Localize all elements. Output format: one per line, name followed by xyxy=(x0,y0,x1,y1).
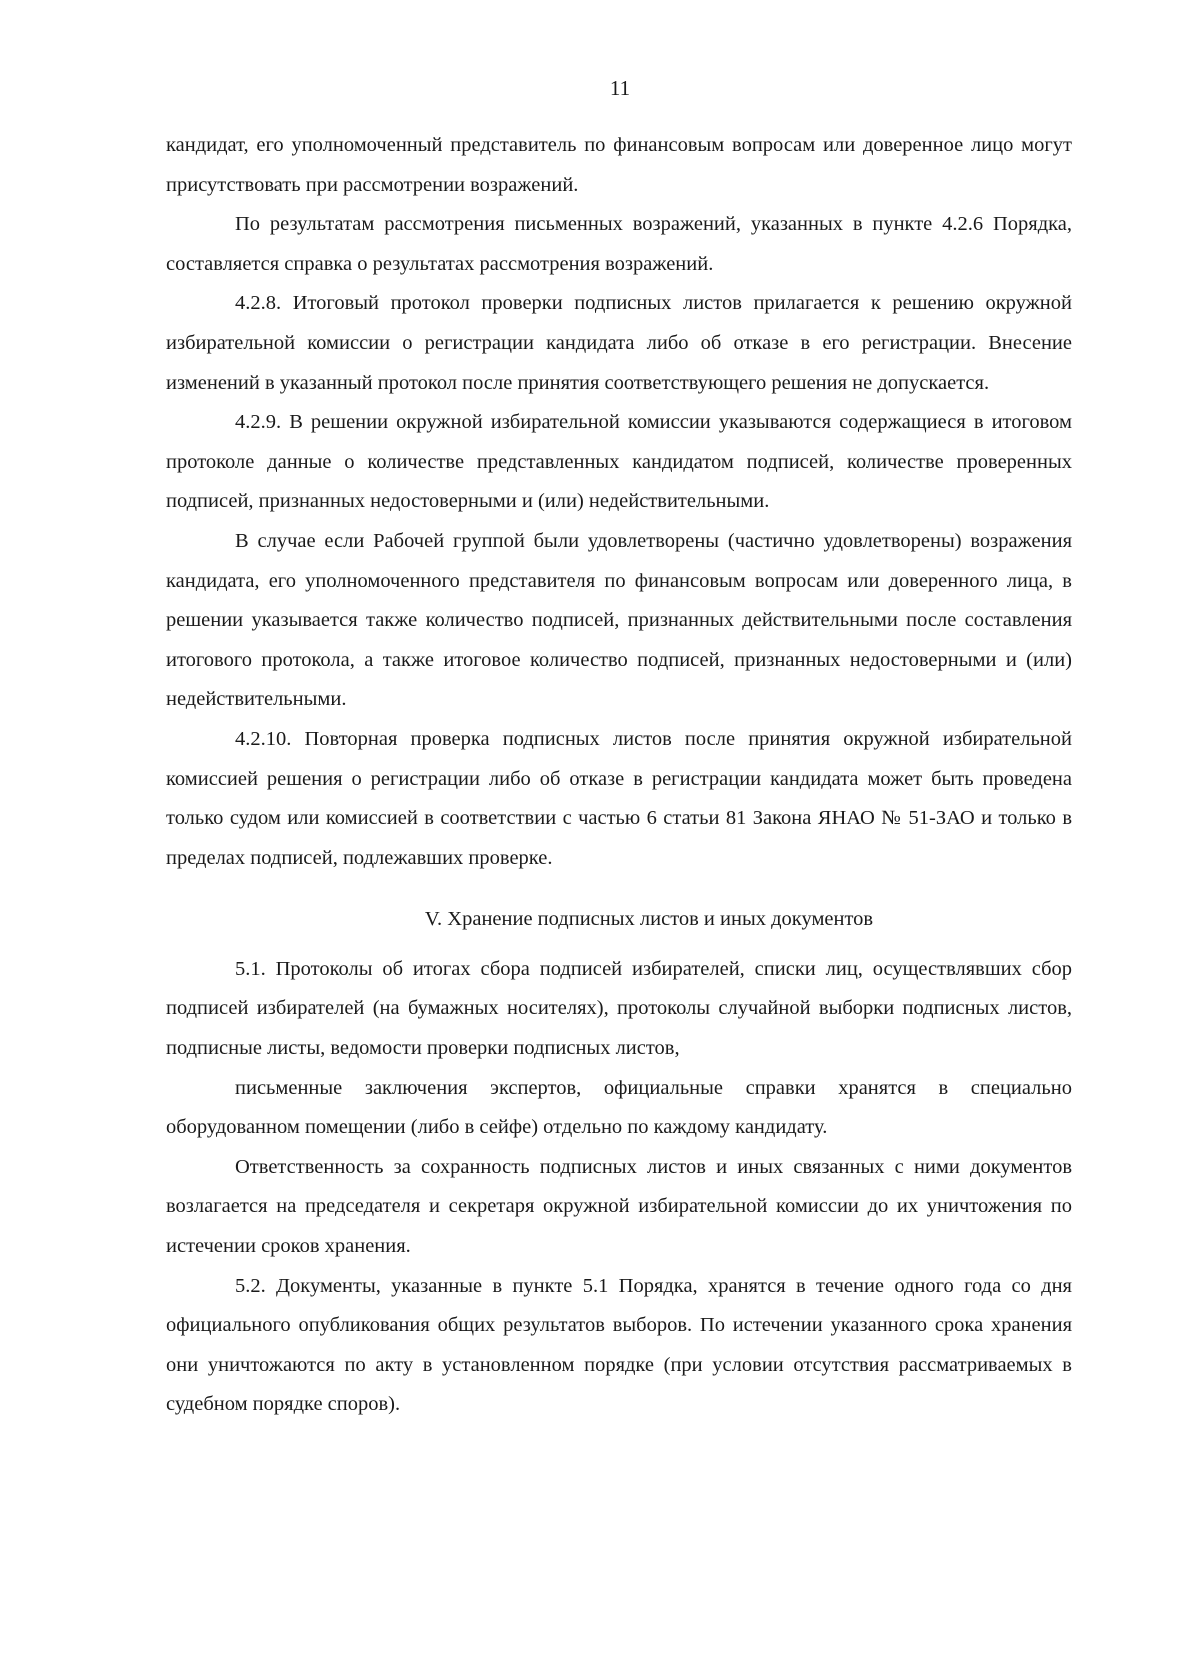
paragraph-objections-satisfied: В случае если Рабочей группой были удовлетворены (частично удовлетворены) возражения кандидата, его уполномоченного представителя по финансовым вопросам или доверенного лица, в решении указывается также количество подписей, признанных действительными после составления итогового протокола, а также итоговое количество подписей, признанных недостоверными и (или) недействительными. xyxy=(166,529,1072,711)
paragraph-4-2-9: 4.2.9. В решении окружной избирательной комиссии указываются содержащиеся в итоговом протоколе данные о количестве представленных кандидатом подписей, количестве проверенных подписей, признанных недостоверными и (или) недействительными. xyxy=(166,411,1072,513)
page-number: 11 xyxy=(609,76,631,100)
paragraph-4-2-10: 4.2.10. Повторная проверка подписных листов после принятия окружной избирательной комиссией решения о регистрации либо об отказе в регистрации кандидата может быть проведена только судом или комиссией в соответствии с частью 6 статьи 81 Закона ЯНАО № 51-ЗАО и только в пределах подписей, подлежавших проверке. xyxy=(166,727,1072,869)
paragraph-objection-results: По результатам рассмотрения письменных возражений, указанных в пункте 4.2.6 Порядка, составляется справка о результатах рассмотрения возражений. xyxy=(166,213,1072,275)
paragraph-4-2-8: 4.2.8. Итоговый протокол проверки подписных листов прилагается к решению окружной избирательной комиссии о регистрации кандидата либо об отказе в его регистрации. Внесение изменений в указанный протокол после принятия соответствующего решения не допускается. xyxy=(166,292,1072,394)
paragraph-5-1: 5.1. Протоколы об итогах сбора подписей избирателей, списки лиц, осуществлявших сбор подписей избирателей (на бумажных носителях), протоколы случайной выборки подписных листов, подписные листы, ведомости проверки подписных листов, xyxy=(166,957,1072,1060)
paragraph-continuation: кандидат, его уполномоченный представитель по финансовым вопросам или доверенное лицо могут присутствовать при рассмотрении возражений. xyxy=(166,134,1072,196)
paragraph-5-1-continued: письменные заключения экспертов, официальные справки хранятся в специально оборудованном помещении (либо в сейфе) отдельно по каждому кандидату. xyxy=(166,1076,1072,1139)
paragraph-responsibility: Ответственность за сохранность подписных листов и иных связанных с ними документов возлагается на председателя и секретаря окружной избирательной комиссии до их уничтожения по истечении сроков хранения. xyxy=(166,1155,1072,1258)
paragraph-5-2: 5.2. Документы, указанные в пункте 5.1 Порядка, хранятся в течение одного года со дня официального опубликования общих результатов выборов. По истечении указанного срока хранения они уничтожаются по акту в установленном порядке (при условии отсутствия рассматриваемых в судебном порядке споров). xyxy=(166,1274,1072,1416)
section-heading: V. Хранение подписных листов и иных документов xyxy=(424,908,874,931)
document-body xyxy=(166,126,1072,1425)
